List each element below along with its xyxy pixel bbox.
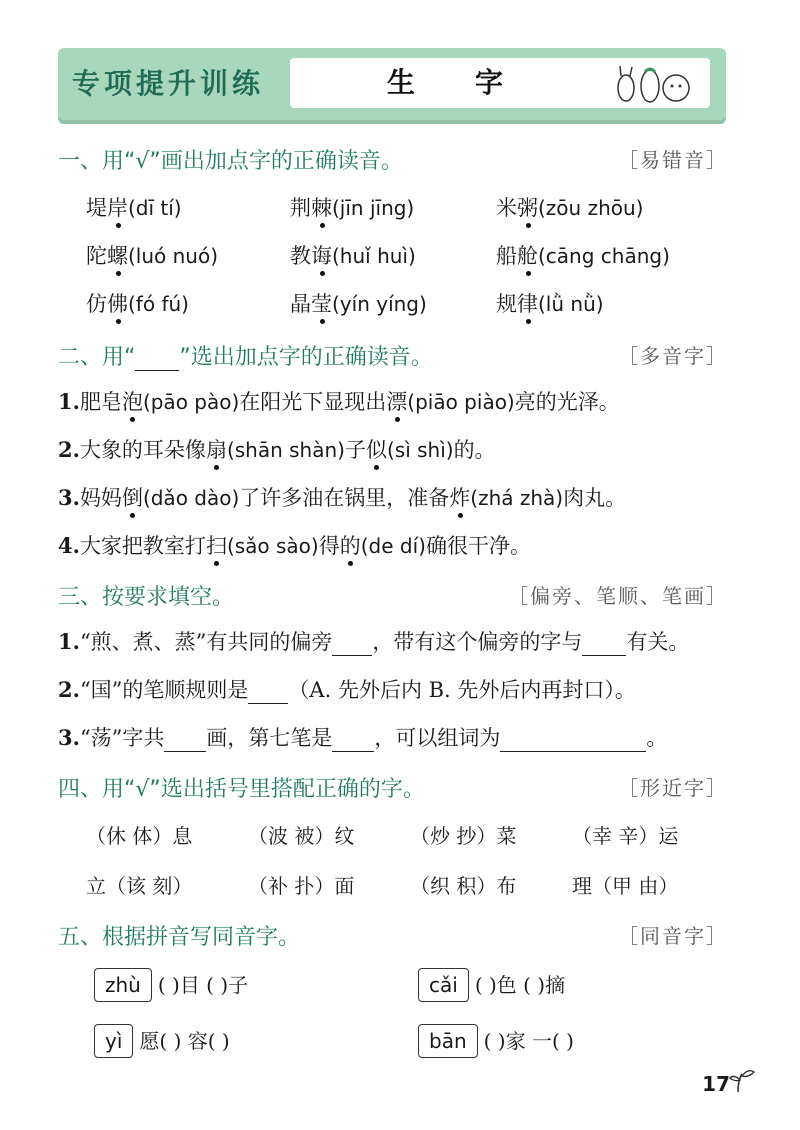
s4-item: 理（甲 由） <box>572 874 679 898</box>
banner-label: 专项提升训练 <box>72 67 265 100</box>
s2-question-3: 3.妈妈倒(dǎo dào)了许多油在锅里，准备炸(zhá zhà)肉丸。 <box>58 485 627 510</box>
s5-group: cǎi ( )色 ( )摘 <box>418 968 565 1002</box>
s1-item: 米粥(zōu zhōu) <box>496 196 644 220</box>
s4-item: 立（该 刻） <box>86 874 193 898</box>
s4-item: （炒 抄）菜 <box>410 824 517 848</box>
page-number: 17 <box>702 1072 730 1096</box>
banner-title-box <box>290 58 710 108</box>
s1-item: 教诲(huǐ huì) <box>290 244 416 268</box>
answer-blank[interactable] <box>332 633 372 656</box>
pinyin-box: bān <box>418 1024 478 1058</box>
s5-group: yì 愿( ) 容( ) <box>94 1024 230 1058</box>
section-2-title-a: 二、用“ <box>58 345 136 370</box>
answer-blank[interactable] <box>500 729 646 752</box>
section-2-heading <box>58 340 728 380</box>
s4-item: （休 体）息 <box>86 824 193 848</box>
section-1-heading <box>58 144 728 184</box>
s1-item: 堤岸(dī tí) <box>86 196 182 220</box>
s3-question-2: 2.“国”的笔顺规则是 （A. 先外后内 B. 先外后内再封口）。 <box>58 677 636 702</box>
s1-item: 船舱(cāng chāng) <box>496 244 670 268</box>
s4-item: （补 扑）面 <box>248 874 355 898</box>
s4-item: （幸 辛）运 <box>572 824 679 848</box>
s4-item: （波 被）纹 <box>248 824 355 848</box>
section-5-title: 五、根据拼音写同音字。 <box>58 925 301 950</box>
answer-blank[interactable] <box>248 681 288 704</box>
s2-question-1: 1.肥皂泡(pāo pào)在阳光下显现出漂(piāo piào)亮的光泽。 <box>58 389 620 414</box>
banner-title: 生字 <box>386 66 563 99</box>
section-1-tag: ［易错音］ <box>618 148 728 172</box>
pinyin-box: cǎi <box>418 968 469 1002</box>
pinyin-box: zhù <box>94 968 152 1002</box>
section-3-heading <box>58 580 728 620</box>
section-4-tag: ［形近字］ <box>618 776 728 800</box>
section-1-title: 一、用“√”画出加点字的正确读音。 <box>58 149 403 174</box>
pinyin-box: yì <box>94 1024 133 1058</box>
section-2-tag: ［多音字］ <box>618 344 728 368</box>
section-4-title: 四、用“√”选出括号里搭配正确的字。 <box>58 777 425 802</box>
s1-item: 荆棘(jīn jīng) <box>290 196 415 220</box>
section-2-title-b: ”选出加点字的正确读音。 <box>179 345 433 370</box>
s5-group: zhù ( )目 ( )子 <box>94 968 248 1002</box>
s4-item: （织 积）布 <box>410 874 517 898</box>
title-blank <box>135 348 179 371</box>
section-4-heading <box>58 772 728 812</box>
section-5-heading <box>58 920 728 960</box>
mascot-illustration <box>612 64 702 106</box>
s2-question-4: 4.大家把教室打扫(sǎo sào)得的(de dí)确很干净。 <box>58 533 531 558</box>
sprout-icon <box>728 1066 756 1094</box>
answer-blank[interactable] <box>332 729 374 752</box>
s2-question-2: 2.大象的耳朵像扇(shān shàn)子似(sì shì)的。 <box>58 437 496 462</box>
section-3-tag: ［偏旁、笔顺、笔画］ <box>508 584 728 608</box>
answer-blank[interactable] <box>582 633 626 656</box>
s1-item: 陀螺(luó nuó) <box>86 244 219 268</box>
s5-group: bān ( )家 一( ) <box>418 1024 574 1058</box>
s3-question-3: 3.“荡”字共 画，第七笔是 ，可以组词为 。 <box>58 725 668 750</box>
section-banner <box>58 48 726 120</box>
s3-question-1: 1.“煎、煮、蒸”有共同的偏旁 ，带有这个偏旁的字与 有关。 <box>58 629 690 654</box>
answer-blank[interactable] <box>164 729 206 752</box>
s1-item: 晶莹(yín yíng) <box>290 292 427 316</box>
section-5-tag: ［同音字］ <box>618 924 728 948</box>
section-3-title: 三、按要求填空。 <box>58 585 235 610</box>
s1-item: 规律(lǜ nǜ) <box>496 292 604 316</box>
s1-item: 仿佛(fó fú) <box>86 292 189 316</box>
